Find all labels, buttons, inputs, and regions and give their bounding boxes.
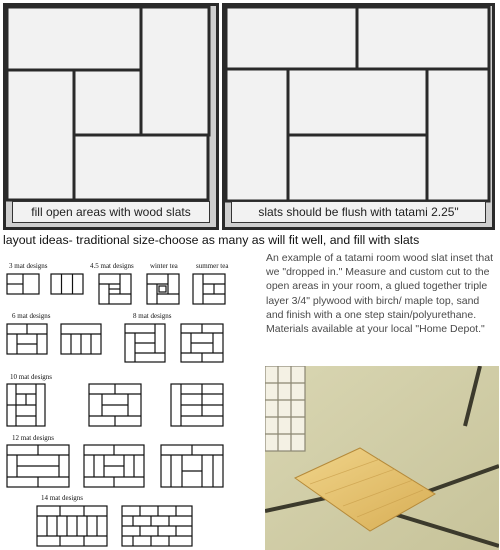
label-winter-tea: winter tea xyxy=(150,262,178,270)
mat-3-design-b xyxy=(50,273,84,295)
mat-6-design-b xyxy=(60,323,102,355)
shoji-screen xyxy=(265,366,305,451)
label-summer-tea: summer tea xyxy=(196,262,229,270)
layout-panel-left xyxy=(3,3,219,230)
mat-12-design-c xyxy=(160,444,224,488)
mat-8-design-a xyxy=(124,323,166,363)
label-8-mat: 8 mat designs xyxy=(133,312,172,320)
mat-10-design-b xyxy=(88,383,142,427)
mat-14-design-b xyxy=(121,505,193,547)
layout-ideas-headline: layout ideas- traditional size-choose as many as will fit well, and fill with slats xyxy=(3,233,420,247)
mat-10-design-c xyxy=(170,383,224,427)
label-10-mat: 10 mat designs xyxy=(10,373,52,381)
example-description: An example of a tatami room wood slat inset that we "dropped in." Measure and custom cut to the open areas in your room, a glued together triple layer 3/4" plywood with birch/ maple top, sand and finish with a one step stain/polyurethane. Materials available at your local "Home Depot." xyxy=(266,252,494,336)
right-panel-drawing xyxy=(225,6,492,227)
mat-12-design-a xyxy=(6,444,70,488)
mat-12-design-b xyxy=(83,444,145,488)
tatami-room-photo xyxy=(265,366,499,550)
left-panel-drawing xyxy=(6,6,216,227)
layout-panel-right xyxy=(222,3,495,230)
mat-winter-tea xyxy=(146,273,180,305)
mat-6-design-a xyxy=(6,323,48,355)
mat-3-design-a xyxy=(6,273,40,295)
mat-10-design-a xyxy=(6,383,46,427)
label-12-mat: 12 mat designs xyxy=(12,434,54,442)
mat-8-design-b xyxy=(180,323,224,363)
right-panel-caption: slats should be flush with tatami 2.25" xyxy=(231,201,486,223)
label-14-mat: 14 mat designs xyxy=(41,494,83,502)
label-6-mat: 6 mat designs xyxy=(12,312,51,320)
mat-summer-tea xyxy=(192,273,226,305)
label-45-mat: 4.5 mat designs xyxy=(90,262,134,270)
left-panel-caption: fill open areas with wood slats xyxy=(12,201,210,223)
label-3-mat: 3 mat designs xyxy=(9,262,48,270)
mat-45-design-a xyxy=(98,273,132,305)
mat-14-design-a xyxy=(36,505,108,547)
